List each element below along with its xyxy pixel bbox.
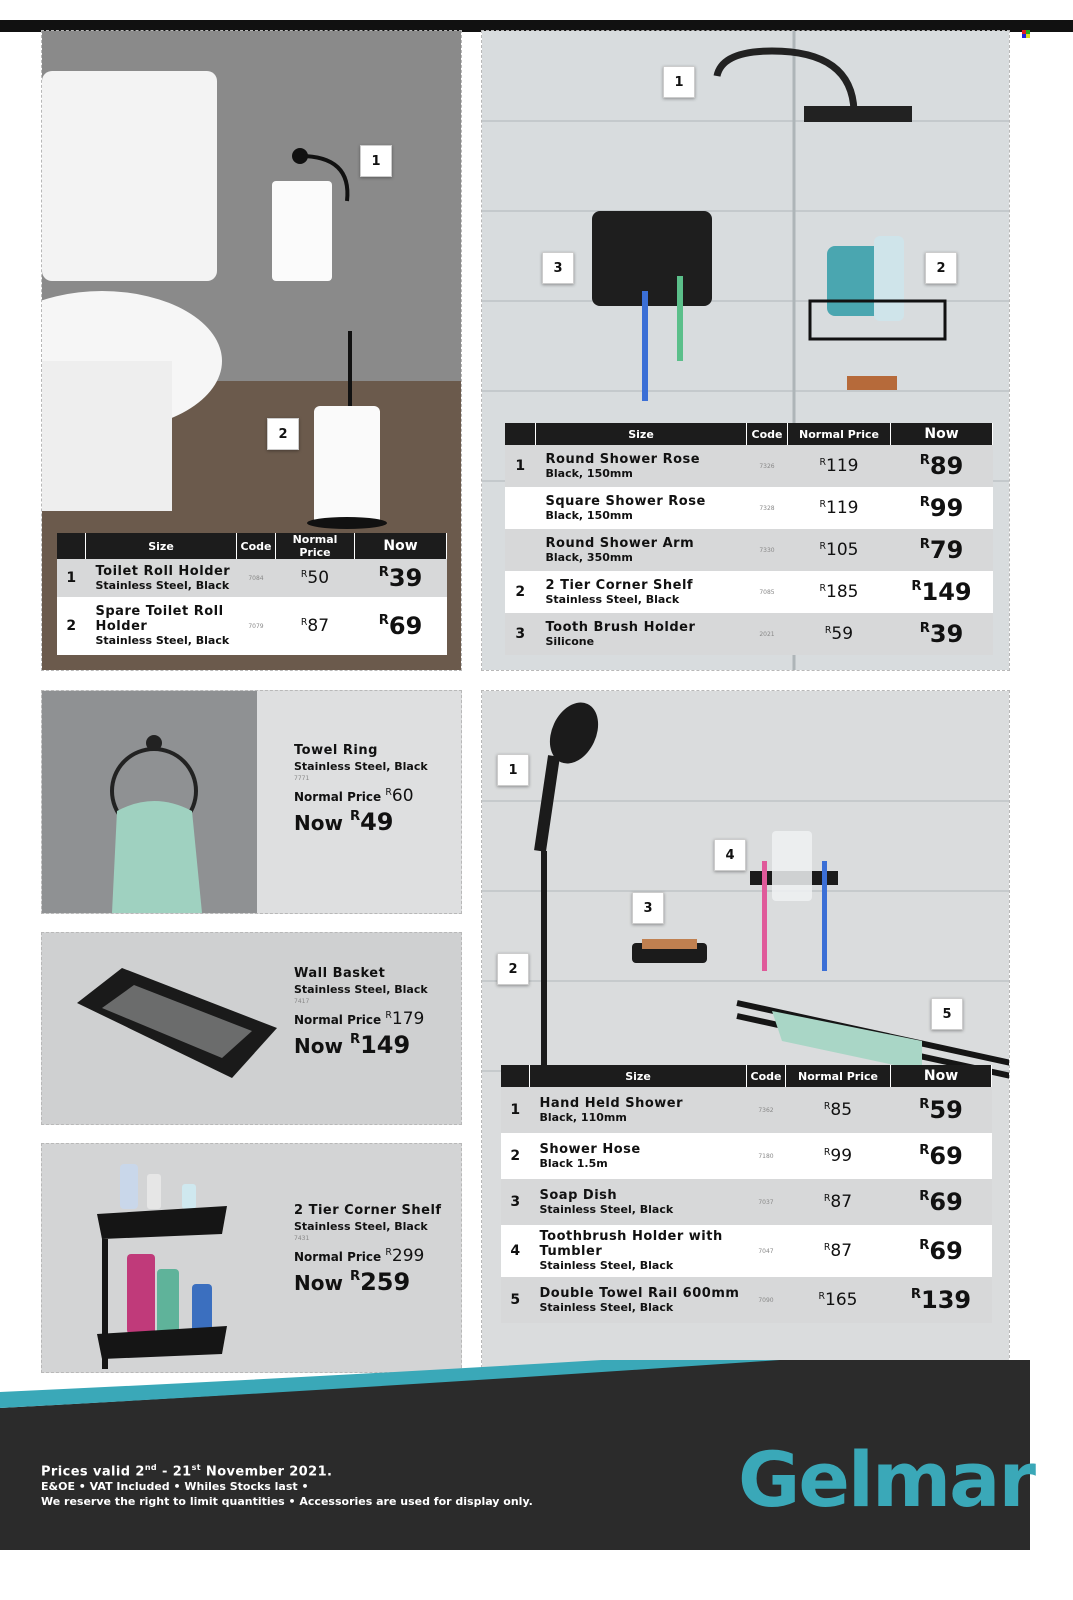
now-price: Now $^R$49: [294, 808, 394, 836]
color-squares-icon: [1022, 30, 1030, 38]
table-row: [505, 445, 993, 487]
callout-1: 1: [497, 754, 529, 786]
row-number: 1: [505, 445, 536, 487]
table-row: [501, 1179, 992, 1225]
product-code: 7037: [747, 1179, 786, 1225]
product-code: 7362: [747, 1087, 786, 1133]
callout-1: 1: [663, 66, 695, 98]
callout-5: 5: [931, 998, 963, 1030]
product-code: 7079: [237, 597, 276, 655]
product-code: 7047: [747, 1225, 786, 1277]
now-header: Now: [891, 1065, 992, 1087]
now-price: Now $^R$149: [294, 1031, 411, 1059]
now-header: Now: [891, 423, 993, 445]
code-header: Code: [237, 533, 276, 559]
now-price: $^R$69: [891, 1225, 992, 1277]
normal-price: $^R$99: [786, 1133, 891, 1179]
product-code: 7085: [747, 571, 788, 613]
product-desc: Black, 110mm: [539, 1110, 627, 1124]
product-name: Toothbrush Holder with Tumbler: [539, 1229, 723, 1259]
table-row: [57, 597, 447, 655]
corner-shelf-info: [294, 1203, 442, 1296]
product-name: Wall Basket: [294, 966, 386, 981]
table-row: [501, 1225, 992, 1277]
normal-price: $^R$87: [786, 1225, 891, 1277]
row-number: 4: [501, 1225, 530, 1277]
shower-price-table: [505, 423, 993, 655]
hand-shower-price-table: [501, 1065, 992, 1323]
num-header: [501, 1065, 530, 1087]
now-price: $^R$89: [891, 445, 993, 487]
normal-price: $^R$119: [788, 487, 891, 529]
normal-price: $^R$59: [788, 613, 891, 655]
row-number: [505, 529, 536, 571]
product-name: Soap Dish: [539, 1187, 618, 1203]
product-name: Hand Held Shower: [539, 1095, 684, 1111]
now-price: $^R$99: [891, 487, 993, 529]
callout-3: 3: [632, 892, 664, 924]
table-row: [501, 1087, 992, 1133]
terms-line: E&OE • VAT Included • Whiles Stocks last •: [41, 1480, 309, 1494]
normal-price: Normal Price $^R$60: [294, 786, 414, 806]
product-desc: Black 1.5m: [539, 1156, 608, 1170]
normal-price: $^R$165: [786, 1277, 891, 1323]
validity-text: Prices valid 2nd - 21st November 2021.: [41, 1463, 333, 1480]
callout-4: 4: [714, 839, 746, 871]
product-name: Tooth Brush Holder: [545, 619, 696, 635]
product-desc: Black, 150mm: [545, 508, 633, 522]
table-row: [505, 529, 993, 571]
product-code: 7330: [747, 529, 788, 571]
normal-price: $^R$87: [276, 597, 355, 655]
now-price: Now $^R$259: [294, 1268, 411, 1296]
now-header: Now: [355, 533, 447, 559]
table-row: [505, 613, 993, 655]
now-price: $^R$149: [891, 571, 993, 613]
toilet-accessories-panel: [41, 30, 462, 671]
row-number: 2: [501, 1133, 530, 1179]
callout-2: 2: [267, 418, 299, 450]
normal-price: $^R$85: [786, 1087, 891, 1133]
product-name: Shower Hose: [539, 1141, 641, 1157]
row-number: 3: [501, 1179, 530, 1225]
table-row: [501, 1133, 992, 1179]
now-price: $^R$59: [891, 1087, 992, 1133]
towel-ring-panel: [41, 690, 462, 914]
callout-2: 2: [925, 252, 957, 284]
product-desc: Stainless Steel, Black: [95, 578, 230, 592]
product-desc: Stainless Steel, Black: [539, 1300, 674, 1314]
row-number: [505, 487, 536, 529]
normal-price: $^R$87: [786, 1179, 891, 1225]
wall-basket-panel: [41, 932, 462, 1125]
product-desc: Black, 350mm: [545, 550, 633, 564]
table-row: [505, 487, 993, 529]
towel-ring-info: [294, 743, 428, 836]
normal-price-header: Normal Price: [786, 1065, 891, 1087]
product-name: 2 Tier Corner Shelf: [294, 1203, 442, 1218]
table-row: [57, 559, 447, 597]
normal-price: $^R$119: [788, 445, 891, 487]
product-code: 7431: [294, 1235, 310, 1242]
row-number: 5: [501, 1277, 530, 1323]
disclaimer-line: We reserve the right to limit quantities • Accessories are used for display only.: [41, 1495, 533, 1509]
product-name: Spare Toilet Roll Holder: [95, 604, 224, 634]
callout-1: 1: [360, 145, 392, 177]
normal-price: Normal Price $^R$299: [294, 1246, 425, 1266]
product-desc: Stainless Steel, Black: [294, 1220, 428, 1233]
corner-shelf-panel: [41, 1143, 462, 1373]
product-code: 7771: [294, 775, 310, 782]
hand-shower-panel: [481, 690, 1010, 1373]
callout-2: 2: [497, 953, 529, 985]
row-number: 3: [505, 613, 536, 655]
footer-terms: [41, 1463, 533, 1509]
wall-basket-info: [294, 966, 428, 1059]
size-header: Size: [86, 533, 237, 559]
num-header: [57, 533, 86, 559]
table-row: [505, 571, 993, 613]
product-desc: Stainless Steel, Black: [539, 1202, 674, 1216]
row-number: 2: [57, 597, 86, 655]
row-number: 1: [501, 1087, 530, 1133]
normal-price: Normal Price $^R$179: [294, 1009, 425, 1029]
product-name: Round Shower Rose: [545, 451, 701, 467]
product-name: 2 Tier Corner Shelf: [545, 577, 694, 593]
product-name: Towel Ring: [294, 743, 378, 758]
toilet-price-table: [57, 533, 447, 655]
normal-price-header: Normal Price: [788, 423, 891, 445]
now-price: $^R$69: [891, 1179, 992, 1225]
size-header: Size: [536, 423, 747, 445]
towel-ring-photo: [42, 691, 257, 913]
product-code: 7090: [747, 1277, 786, 1323]
product-name: Toilet Roll Holder: [95, 563, 231, 579]
product-desc: Black, 150mm: [545, 466, 633, 480]
now-price: $^R$39: [355, 559, 447, 597]
now-price: $^R$79: [891, 529, 993, 571]
product-code: 7328: [747, 487, 788, 529]
row-number: 2: [505, 571, 536, 613]
code-header: Code: [747, 1065, 786, 1087]
product-code: 7084: [237, 559, 276, 597]
product-desc: Stainless Steel, Black: [539, 1259, 674, 1272]
product-name: Square Shower Rose: [545, 493, 706, 509]
callout-3: 3: [542, 252, 574, 284]
product-code: 7417: [294, 998, 310, 1005]
normal-price: $^R$50: [276, 559, 355, 597]
shower-accessories-panel: [481, 30, 1010, 671]
normal-price-header: Normal Price: [276, 533, 355, 559]
product-desc: Stainless Steel, Black: [294, 983, 428, 996]
product-name: Round Shower Arm: [545, 535, 695, 551]
row-number: 1: [57, 559, 86, 597]
product-name: Double Towel Rail 600mm: [539, 1285, 740, 1301]
num-header: [505, 423, 536, 445]
product-code: 7326: [747, 445, 788, 487]
code-header: Code: [747, 423, 788, 445]
gelmar-logo: Gelmar: [738, 1435, 1034, 1524]
size-header: Size: [530, 1065, 747, 1087]
product-desc: Stainless Steel, Black: [545, 592, 680, 606]
product-code: 2021: [747, 613, 788, 655]
table-row: [501, 1277, 992, 1323]
now-price: $^R$139: [891, 1277, 992, 1323]
product-code: 7180: [747, 1133, 786, 1179]
product-desc: Stainless Steel, Black: [95, 634, 230, 647]
normal-price: $^R$185: [788, 571, 891, 613]
now-price: $^R$69: [891, 1133, 992, 1179]
now-price: $^R$39: [891, 613, 993, 655]
now-price: $^R$69: [355, 597, 447, 655]
normal-price: $^R$105: [788, 529, 891, 571]
product-desc: Stainless Steel, Black: [294, 760, 428, 773]
product-desc: Silicone: [545, 634, 595, 648]
